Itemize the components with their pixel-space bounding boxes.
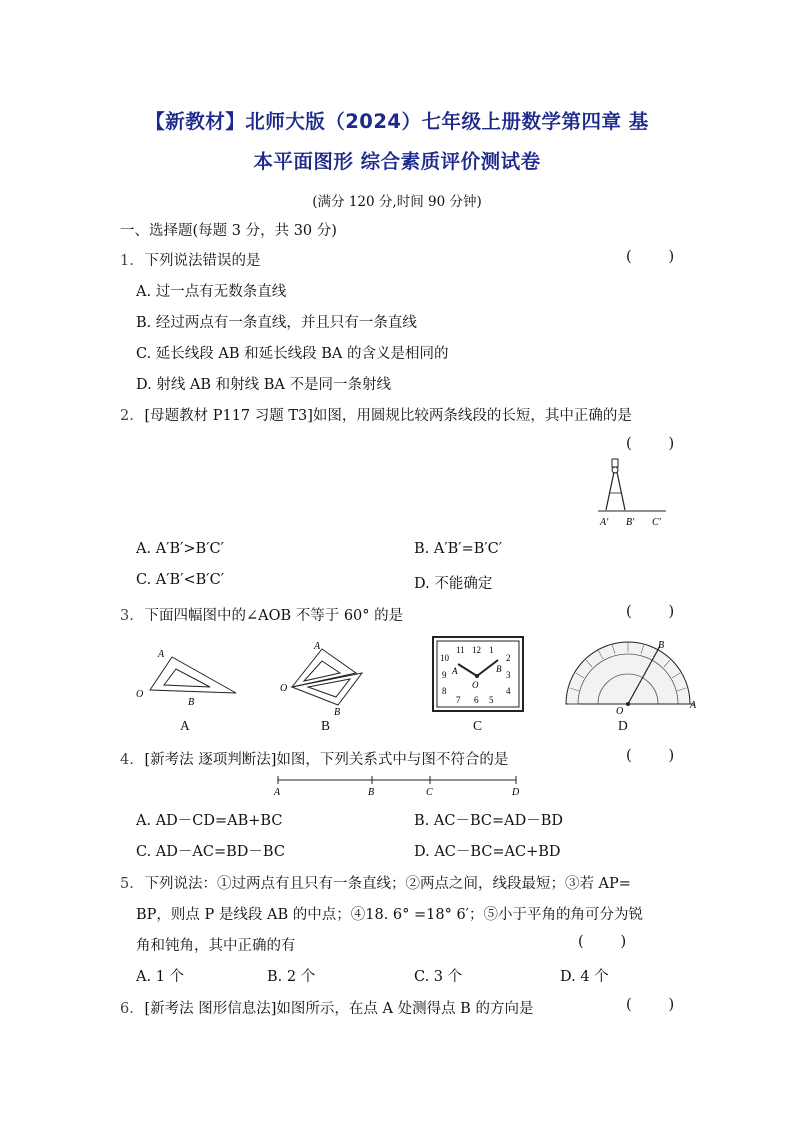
answer-blank[interactable]: ( ): [578, 934, 627, 950]
segment-figure: [270, 774, 524, 798]
point-label-b: B: [368, 787, 375, 798]
question-stem: 下面四幅图中的∠AOB 不等于 60° 的是: [144, 608, 404, 624]
exam-info: (满分 120 分,时间 90 分钟): [312, 194, 482, 210]
option-b: B. AC－BC=AD－BD: [414, 813, 563, 829]
question-6: [120, 997, 533, 1018]
point-a: A: [158, 649, 165, 660]
clock-number-6: 6: [474, 695, 479, 705]
option-d: D. 不能确定: [414, 576, 493, 592]
point-label-c-prime: C′: [652, 517, 661, 528]
point-label-a: A: [274, 787, 281, 798]
option-a: A. AD－CD=AB+BC: [136, 813, 283, 829]
point-b: B: [188, 697, 195, 708]
clock-number-12: 12: [472, 645, 481, 655]
question-stem: 下列说法错误的是: [144, 253, 261, 269]
point-a: A: [452, 666, 458, 676]
section-header: 一、选择题(每题 3 分，共 30 分): [120, 223, 337, 239]
answer-blank[interactable]: ( ): [626, 997, 675, 1013]
clock-number-4: 4: [506, 686, 511, 696]
figure-c-clock: [432, 636, 524, 712]
figure-b-triangles: [278, 637, 374, 717]
figure-caption-c: C: [473, 718, 483, 733]
question-number: 2.: [120, 408, 134, 424]
question-stem-line3: 角和钝角，其中正确的有: [136, 938, 296, 954]
point-label-d: D: [512, 787, 520, 798]
point-o: O: [136, 689, 144, 700]
clock-number-11: 11: [456, 645, 465, 655]
clock-number-2: 2: [506, 653, 511, 663]
clock-number-7: 7: [456, 695, 461, 705]
option-c: C. 3 个: [414, 969, 463, 985]
question-number: 4.: [120, 752, 134, 768]
option-b: B. 2 个: [267, 969, 316, 985]
clock-number-3: 3: [506, 670, 511, 680]
answer-blank[interactable]: ( ): [626, 604, 675, 620]
clock-number-8: 8: [442, 686, 447, 696]
option-c: C. AD－AC=BD－BC: [136, 844, 285, 860]
option-b: B. A′B′=B′C′: [414, 541, 503, 557]
point-o: O: [472, 680, 479, 690]
answer-blank[interactable]: ( ): [626, 249, 675, 265]
question-stem-line2: BP，则点 P 是线段 AB 的中点；④18. 6° =18° 6′；⑤小于平角的角可分为锐: [136, 907, 643, 923]
option-a: A. 过一点有无数条直线: [136, 284, 287, 300]
question-number: 1.: [120, 253, 134, 269]
point-label-a-prime: A′: [600, 517, 609, 528]
compass-figure: [592, 455, 672, 530]
point-o: O: [616, 706, 624, 716]
question-stem: [新考法 图形信息法]如图所示，在点 A 处测得点 B 的方向是: [144, 1001, 534, 1017]
clock-number-9: 9: [442, 670, 447, 680]
answer-blank[interactable]: ( ): [626, 436, 675, 452]
figure-caption-b: B: [321, 718, 331, 733]
option-d: D. 4 个: [560, 969, 609, 985]
point-a: A: [314, 641, 321, 652]
question-number: 6.: [120, 1001, 134, 1017]
question-4: [120, 748, 508, 769]
option-d: D. 射线 AB 和射线 BA 不是同一条射线: [136, 377, 392, 393]
clock-number-5: 5: [489, 695, 494, 705]
option-c: C. 延长线段 AB 和延长线段 BA 的含义是相同的: [136, 346, 449, 362]
question-2: [120, 404, 632, 425]
point-label-c: C: [426, 787, 433, 798]
page-title-line1: 【新教材】北师大版（2024）七年级上册数学第四章 基: [145, 110, 649, 133]
question-stem-line1: 下列说法：①过两点有且只有一条直线；②两点之间，线段最短；③若 AP=: [144, 876, 631, 892]
question-number: 5.: [120, 876, 134, 892]
clock-number-1: 1: [489, 645, 494, 655]
option-b: B. 经过两点有一条直线，并且只有一条直线: [136, 315, 417, 331]
option-c: C. A′B′<B′C′: [136, 572, 224, 588]
question-3: [120, 604, 403, 625]
option-a: A. A′B′>B′C′: [136, 541, 224, 557]
point-b: B: [496, 664, 502, 674]
point-b: B: [658, 640, 665, 651]
page-title-line2: 本平面图形 综合素质评价测试卷: [253, 150, 541, 173]
question-stem: [母题教材 P117 习题 T3]如图，用圆规比较两条线段的长短，其中正确的是: [144, 408, 632, 424]
question-stem: [新考法 逐项判断法]如图，下列关系式中与图不符合的是: [144, 752, 509, 768]
answer-blank[interactable]: ( ): [626, 748, 675, 764]
question-1: [120, 249, 260, 270]
option-d: D. AC－BC=AC+BD: [414, 844, 561, 860]
point-b: B: [334, 707, 341, 717]
point-label-b-prime: B′: [626, 517, 635, 528]
figure-caption-a: A: [180, 718, 190, 733]
clock-number-10: 10: [440, 653, 449, 663]
option-a: A. 1 个: [136, 969, 185, 985]
question-number: 3.: [120, 608, 134, 624]
point-o: O: [280, 683, 288, 694]
figure-caption-d: D: [618, 718, 628, 733]
question-5: [120, 872, 631, 893]
point-a: A: [690, 700, 697, 711]
figure-a-triangle: [132, 645, 240, 711]
figure-d-protractor: [562, 636, 698, 716]
